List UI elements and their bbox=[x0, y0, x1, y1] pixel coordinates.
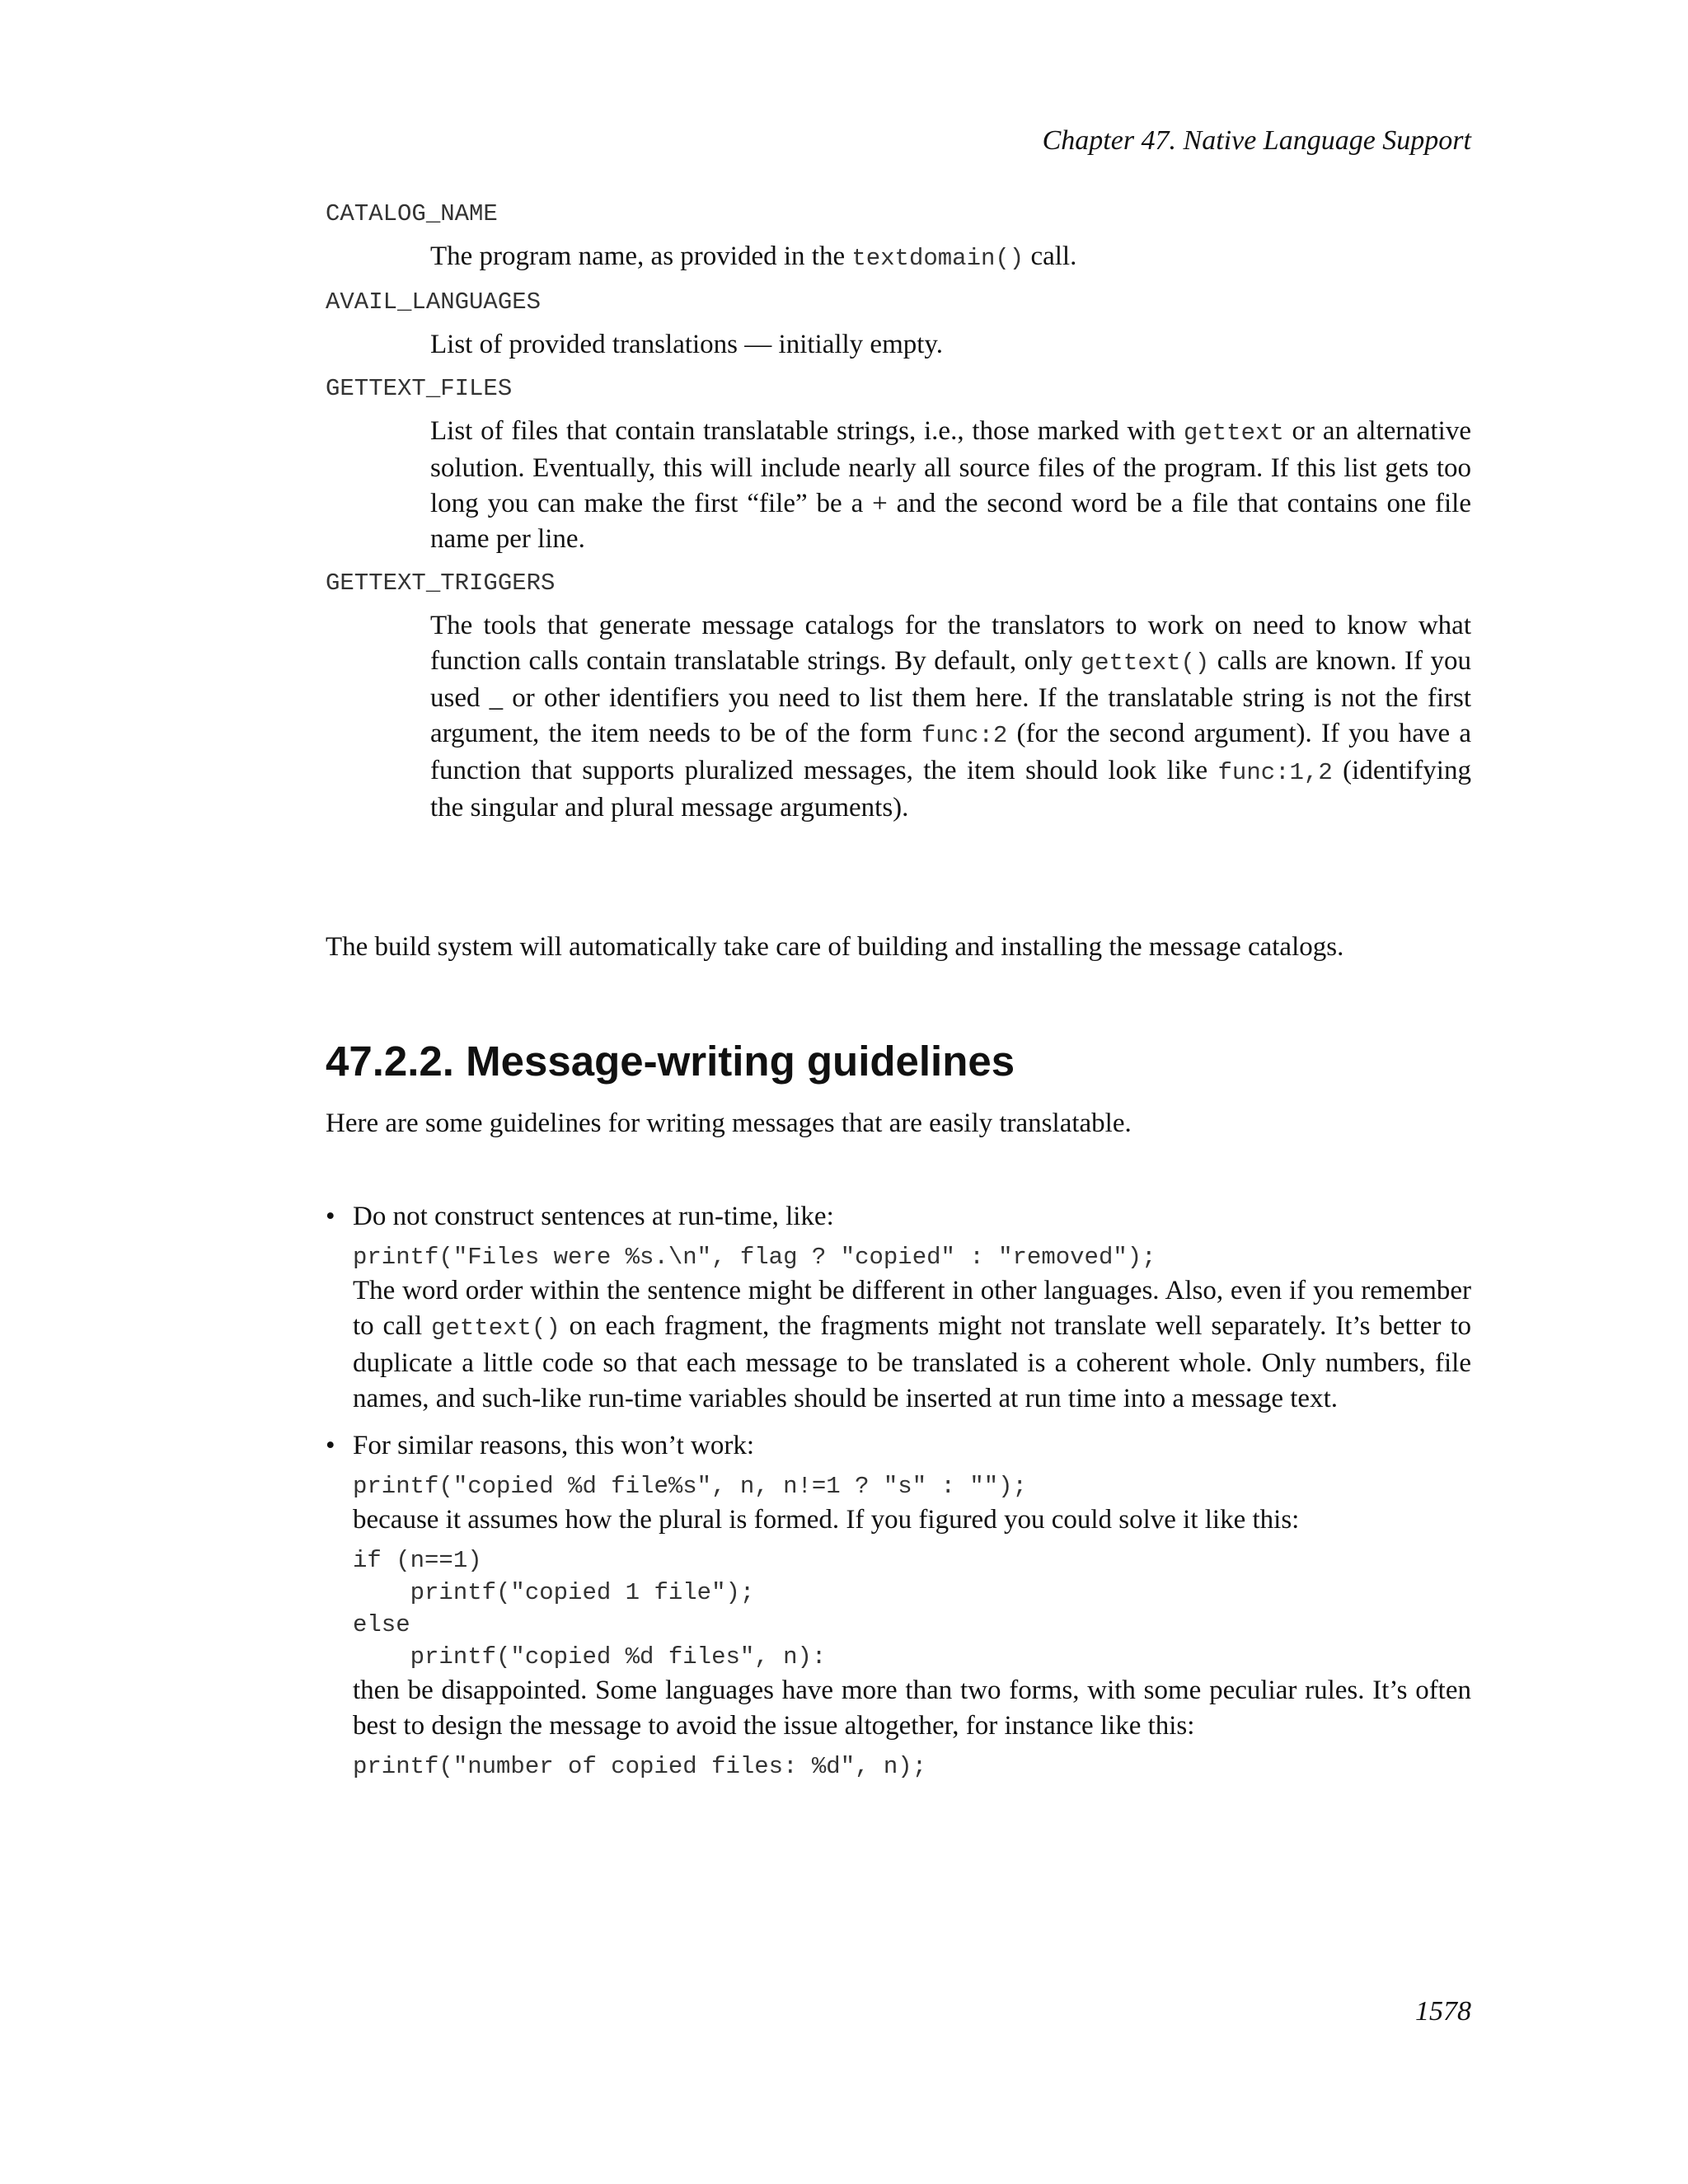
inline-code: func:1,2 bbox=[1217, 759, 1333, 786]
inline-code: gettext bbox=[1183, 419, 1284, 447]
text-fragment: List of files that contain translatable strings, i.e., those marked with bbox=[430, 416, 1184, 446]
bullet-text: then be disappointed. Some languages have more than two forms, with some peculiar rules. It’s often best to design the message to avoid the issue altogether, for instance like this: bbox=[353, 1675, 1471, 1741]
running-header: Chapter 47. Native Language Support bbox=[1042, 125, 1471, 156]
code-block: printf("number of copied files: %d", n); bbox=[353, 1753, 927, 1780]
list-item bbox=[326, 1428, 1471, 1783]
variable-entry bbox=[326, 567, 1471, 826]
bullet-lead: For similar reasons, this won’t work: bbox=[353, 1431, 755, 1460]
variable-description bbox=[430, 327, 1471, 363]
text-fragment: List of provided translations — initially empty. bbox=[430, 330, 944, 359]
text-fragment: on each fragment, the fragments might not translate well separately. It’s better to duplicate a little code so that each message to be translated is a coherent whole. Only numbers, file names, and such-like run-time variables should be inserted at run time into a message text. bbox=[353, 1311, 1471, 1413]
bullet-icon: • bbox=[326, 1202, 335, 1231]
text-fragment: The word order within the sentence might be different in other languages. Also, even if you remember to call bbox=[353, 1276, 1471, 1341]
text-fragment: (identifying the singular and plural message arguments). bbox=[430, 756, 1471, 823]
page-number: 1578 bbox=[1415, 1996, 1471, 2027]
text-fragment: The tools that generate message catalogs for the translators to work on need to know what function calls contain translatable strings. By default, only bbox=[430, 611, 1471, 676]
variable-entry bbox=[326, 198, 1471, 276]
section-intro: Here are some guidelines for writing messages that are easily translatable. bbox=[326, 1108, 1132, 1138]
inline-code: func:2 bbox=[921, 722, 1008, 749]
inline-code: gettext() bbox=[431, 1315, 560, 1342]
list-item bbox=[326, 1199, 1471, 1417]
text-fragment: call. bbox=[1024, 241, 1077, 271]
variable-list bbox=[326, 198, 1471, 836]
bullet-lead: Do not construct sentences at run-time, like: bbox=[353, 1202, 834, 1231]
section-title: 47.2.2. Message-writing guidelines bbox=[326, 1038, 1015, 1085]
variable-term: CATALOG_NAME bbox=[326, 200, 498, 227]
text-fragment: calls are known. If you used _ or other identifiers you need to list them here. If the translatable string is not the first argument, the item needs to be of the form bbox=[430, 646, 1471, 748]
variable-term: AVAIL_LANGUAGES bbox=[326, 288, 542, 316]
variable-description bbox=[430, 414, 1471, 557]
code-block: printf("copied %d file%s", n, n!=1 ? "s" : ""); bbox=[353, 1473, 1027, 1500]
bullet-text bbox=[353, 1273, 1471, 1417]
variable-term: GETTEXT_FILES bbox=[326, 375, 513, 402]
code-block: if (n==1) printf("copied 1 file"); else printf("copied %d files", n): bbox=[353, 1547, 827, 1671]
bullet-text: because it assumes how the plural is formed. If you figured you could solve it like this: bbox=[353, 1505, 1300, 1535]
bullet-icon: • bbox=[326, 1431, 335, 1460]
variable-entry bbox=[326, 286, 1471, 363]
variable-entry bbox=[326, 373, 1471, 557]
text-fragment: (for the second argument). If you have a function that supports pluralized messages, the item should look like bbox=[430, 719, 1471, 785]
guideline-list bbox=[326, 1199, 1471, 1794]
variable-description bbox=[430, 239, 1471, 276]
inline-code: textdomain() bbox=[851, 245, 1025, 272]
variable-description bbox=[430, 608, 1471, 826]
variable-term: GETTEXT_TRIGGERS bbox=[326, 569, 556, 597]
text-fragment: or an alternative solution. Eventually, this will include nearly all source files of the program. If this list gets too long you can make the first “file” be a + and the second word be a file that contains one file name per line. bbox=[430, 416, 1471, 554]
text-fragment: The program name, as provided in the bbox=[430, 241, 852, 271]
build-paragraph: The build system will automatically take care of building and installing the message catalogs. bbox=[326, 932, 1344, 962]
code-block: printf("Files were %s.\n", flag ? "copied" : "removed"); bbox=[353, 1244, 1156, 1271]
inline-code: gettext() bbox=[1080, 649, 1210, 677]
